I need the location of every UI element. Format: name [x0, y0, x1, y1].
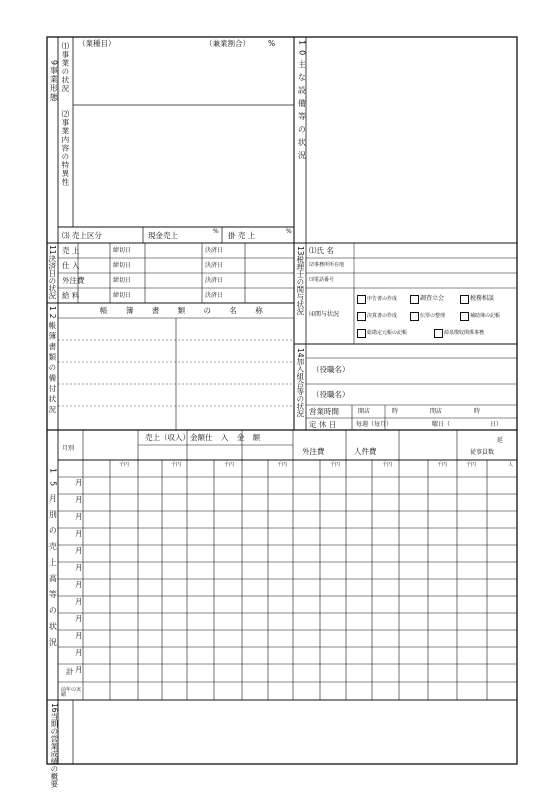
unit-extra-a: 千円	[437, 462, 448, 468]
checkbox-withholding-tax[interactable]	[434, 329, 443, 338]
labor-cost-header: 人件費	[354, 447, 377, 456]
month-row-4: 月	[75, 529, 83, 538]
row-salary-settle: 決済日	[205, 292, 224, 299]
checkbox-return-preparation[interactable]	[357, 295, 366, 304]
staff-count-header: 従事員数	[470, 449, 495, 456]
section15-label: 15月別の売上高等の状況	[48, 468, 58, 655]
month-row-12: 月	[75, 665, 83, 674]
row-outsourcing-item: 外注費	[62, 276, 85, 285]
option-audit-attendance: 調査立会	[420, 295, 445, 302]
prev-year-label: 前年の実績	[61, 687, 82, 698]
month-row-11: 月	[75, 648, 83, 657]
section10-label: 10主な設備等の状況	[297, 40, 307, 165]
option-tax-consultation: 税務相談	[470, 295, 495, 302]
option-subsidiary-ledger: 補助簿の記帳	[470, 313, 501, 319]
row-sales-item: 売 上	[62, 246, 80, 255]
regular-holiday-label: 定 休 日	[309, 420, 337, 429]
weekly-monthly-label: 毎週（毎月）	[356, 421, 393, 428]
books-name-header: 帳 簿 書 類 の 名 称	[100, 306, 271, 315]
union-role-label-1: （役職名）	[312, 365, 350, 374]
unit-extra-b: 千円	[466, 462, 477, 468]
month-row-10: 月	[75, 631, 83, 640]
business-type-header: （業種目）	[78, 39, 116, 48]
option-return-preparation: 申告書の作成	[367, 296, 398, 302]
option-slip-sorting: 伝票の整理	[420, 313, 446, 319]
opening-label: 開店	[358, 408, 371, 415]
total-row-label: 計	[66, 667, 74, 676]
business-hours-label: 営業時間	[309, 407, 339, 416]
row-sales-closing: 締切日	[113, 247, 132, 254]
month-row-9: 月	[75, 614, 83, 623]
union-role-label-2: （役職名）	[312, 390, 350, 399]
business-content-label: ⑵事業内容の特異性	[60, 110, 70, 187]
sales-amount-header: 売上（収入）金額	[145, 433, 205, 442]
month-row-3: 月	[75, 512, 83, 521]
month-row-5: 月	[75, 546, 83, 555]
row-salary-item: 給 料	[62, 291, 80, 300]
credit-sales-percent: %	[286, 228, 292, 235]
ratio-percent-mark: %	[268, 39, 276, 48]
row-sales-settle: 決済日	[205, 247, 224, 254]
section16-label: 16当期の営業成績の概要	[49, 703, 59, 788]
row-outsourcing-settle: 決済日	[205, 277, 224, 284]
unit-labor: 千円	[382, 462, 393, 468]
cash-sales-percent: %	[213, 228, 219, 235]
unit-outsourcing: 千円	[330, 462, 341, 468]
day-close-label: 日）	[490, 421, 503, 428]
row-purchase-closing: 締切日	[113, 262, 132, 269]
checkbox-financial-statements[interactable]	[357, 312, 366, 321]
section12-label: 12帳簿書類の備付状況	[47, 306, 57, 417]
month-row-2: 月	[75, 495, 83, 504]
staff-prefix-label: 延	[497, 437, 504, 444]
unit-sales-b: 千円	[171, 462, 182, 468]
office-address-label: ⑵事務所所在地	[309, 262, 345, 268]
outsourcing-header: 外注費	[302, 447, 325, 456]
purchase-amount-header: 仕 入 金 額	[205, 433, 264, 442]
section11-label: 11決済日の状況	[47, 245, 57, 300]
credit-sales-label: 掛 売 上	[228, 231, 256, 240]
opening-hour-unit: 時	[392, 408, 399, 415]
section13-label: 13税理士の関与状況	[295, 246, 305, 316]
row-purchase-settle: 決済日	[205, 262, 224, 269]
unit-purchase-b: 千円	[277, 462, 288, 468]
weekday-label: 曜日（	[432, 421, 451, 428]
section14-label: 14加入組合等の状況	[295, 348, 305, 418]
month-row-6: 月	[75, 563, 83, 572]
business-ratio-header: （兼業割合）	[205, 39, 250, 48]
sales-class-label: ⑶ 売上区分	[62, 231, 102, 240]
option-financial-statements: 決算書の作成	[367, 313, 398, 319]
unit-staff: 人	[508, 462, 514, 468]
closing-label: 閉店	[430, 408, 443, 415]
unit-sales-a: 千円	[119, 462, 130, 468]
checkbox-subsidiary-ledger[interactable]	[460, 312, 469, 321]
cash-sales-label: 現金売上	[148, 231, 178, 240]
involvement-label: ⑷関与状況	[309, 311, 340, 318]
month-row-1: 月	[75, 478, 83, 487]
month-row-7: 月	[75, 580, 83, 589]
business-status-label: ⑴事業の状況	[60, 42, 70, 93]
unit-purchase-a: 千円	[224, 462, 235, 468]
option-general-ledger: 総勘定元帳の記帳	[367, 330, 408, 336]
checkbox-general-ledger[interactable]	[357, 329, 366, 338]
month-row-8: 月	[75, 597, 83, 606]
checkbox-tax-consultation[interactable]	[460, 295, 469, 304]
checkbox-slip-sorting[interactable]	[410, 312, 419, 321]
row-purchase-item: 仕 入	[62, 261, 80, 270]
section9-label: 9事業形態	[49, 60, 59, 103]
row-salary-closing: 締切日	[113, 292, 132, 299]
row-outsourcing-closing: 締切日	[113, 277, 132, 284]
month-column-header: 月別	[62, 445, 75, 452]
checkbox-audit-attendance[interactable]	[410, 295, 419, 304]
closing-hour-unit: 時	[474, 408, 481, 415]
phone-number-label: ⑶電話番号	[309, 277, 335, 283]
option-withholding-tax: 源泉徴収関係事務	[444, 330, 485, 336]
tax-accountant-name-label: ⑴氏 名	[309, 246, 334, 255]
